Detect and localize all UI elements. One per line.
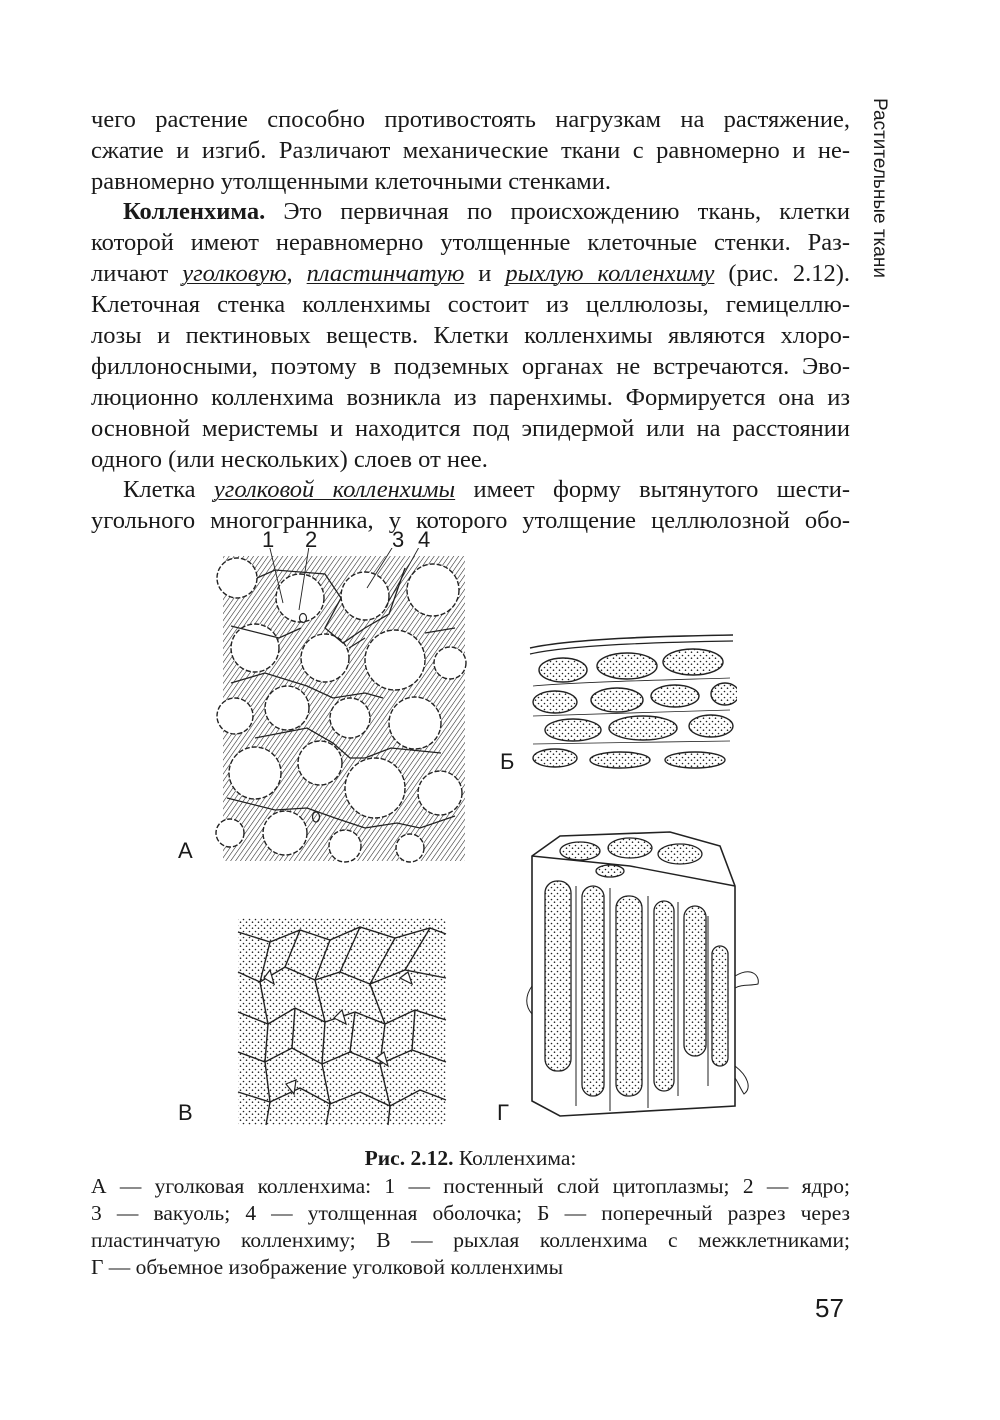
page-number: 57	[815, 1293, 844, 1323]
callout-4: 4	[418, 527, 431, 552]
text-line: Колленхима. Это первичная по происхождению ткань, клетки	[123, 198, 850, 225]
text-line: Клетка уголковой колленхимы имеет форму вытянутого шести-	[123, 476, 850, 503]
callout-2: 2	[305, 527, 318, 552]
panel-label-v: В	[178, 1100, 193, 1125]
loose-collenchyma-drawing	[230, 912, 452, 1132]
text-line: лозы и пектиновых веществ. Клетки колленхимы являются хлоро-	[91, 322, 850, 349]
figure-caption-title: Рис. 2.12. Колленхима:	[364, 1146, 577, 1170]
angular-collenchyma-drawing	[215, 548, 470, 863]
term-angular-collenchyma: уголковой колленхимы	[213, 476, 456, 503]
term-lamellar: пластинчатую	[306, 260, 465, 287]
term-angular: уголковую	[182, 260, 287, 287]
caption-line: пластинчатую колленхиму; В — рыхлая колленхима с межклетниками;	[91, 1228, 850, 1252]
term-kollenkhima: Колленхима.	[123, 198, 266, 225]
callout-1: 1	[262, 527, 275, 552]
caption-line: 3 — вакуоль; 4 — утолщенная оболочка; Б — поперечный разрез через	[91, 1201, 850, 1225]
text-line: личают уголковую, пластинчатую и рыхлую колленхиму (рис. 2.12).	[91, 260, 850, 287]
caption-line: А — уголковая колленхима: 1 — постенный слой цитоплазмы; 2 — ядро;	[91, 1174, 850, 1198]
lamellar-collenchyma-drawing	[525, 630, 737, 770]
text-line: одного (или нескольких) слоев от нее.	[91, 446, 488, 473]
text-line: угольного многогранника, у которого утолщение целлюлозной обо-	[91, 507, 850, 534]
text-line: филлоносными, поэтому в подземных органах не встречаются. Эво-	[91, 353, 850, 380]
text-line: люционно колленхима возникла из паренхимы. Формируется она из	[91, 384, 850, 411]
text-line: равномерно утолщенными клеточными стенками.	[91, 168, 612, 195]
term-loose: рыхлую колленхиму	[505, 260, 715, 287]
caption-line: Г — объемное изображение уголковой колленхимы	[91, 1255, 564, 1279]
text-line: Клеточная стенка колленхимы состоит из целлюлозы, гемицеллю-	[91, 291, 850, 318]
angular-collenchyma-3d-drawing	[520, 826, 770, 1126]
running-head	[860, 98, 900, 303]
running-head-text: Растительные ткани	[869, 98, 890, 278]
text-line: которой имеют неравномерно утолщенные клеточные стенки. Раз-	[91, 229, 850, 256]
panel-label-b: Б	[500, 749, 515, 774]
text-line: основной меристемы и находится под эпидермой или на расстоянии	[91, 415, 850, 442]
callout-3: 3	[392, 527, 405, 552]
panel-label-a: А	[178, 838, 193, 863]
text-line: сжатие и изгиб. Различают механические ткани с равномерно и не-	[91, 137, 850, 164]
panel-label-g: Г	[497, 1100, 509, 1125]
text-line: чего растение способно противостоять нагрузкам на растяжение,	[91, 106, 850, 133]
